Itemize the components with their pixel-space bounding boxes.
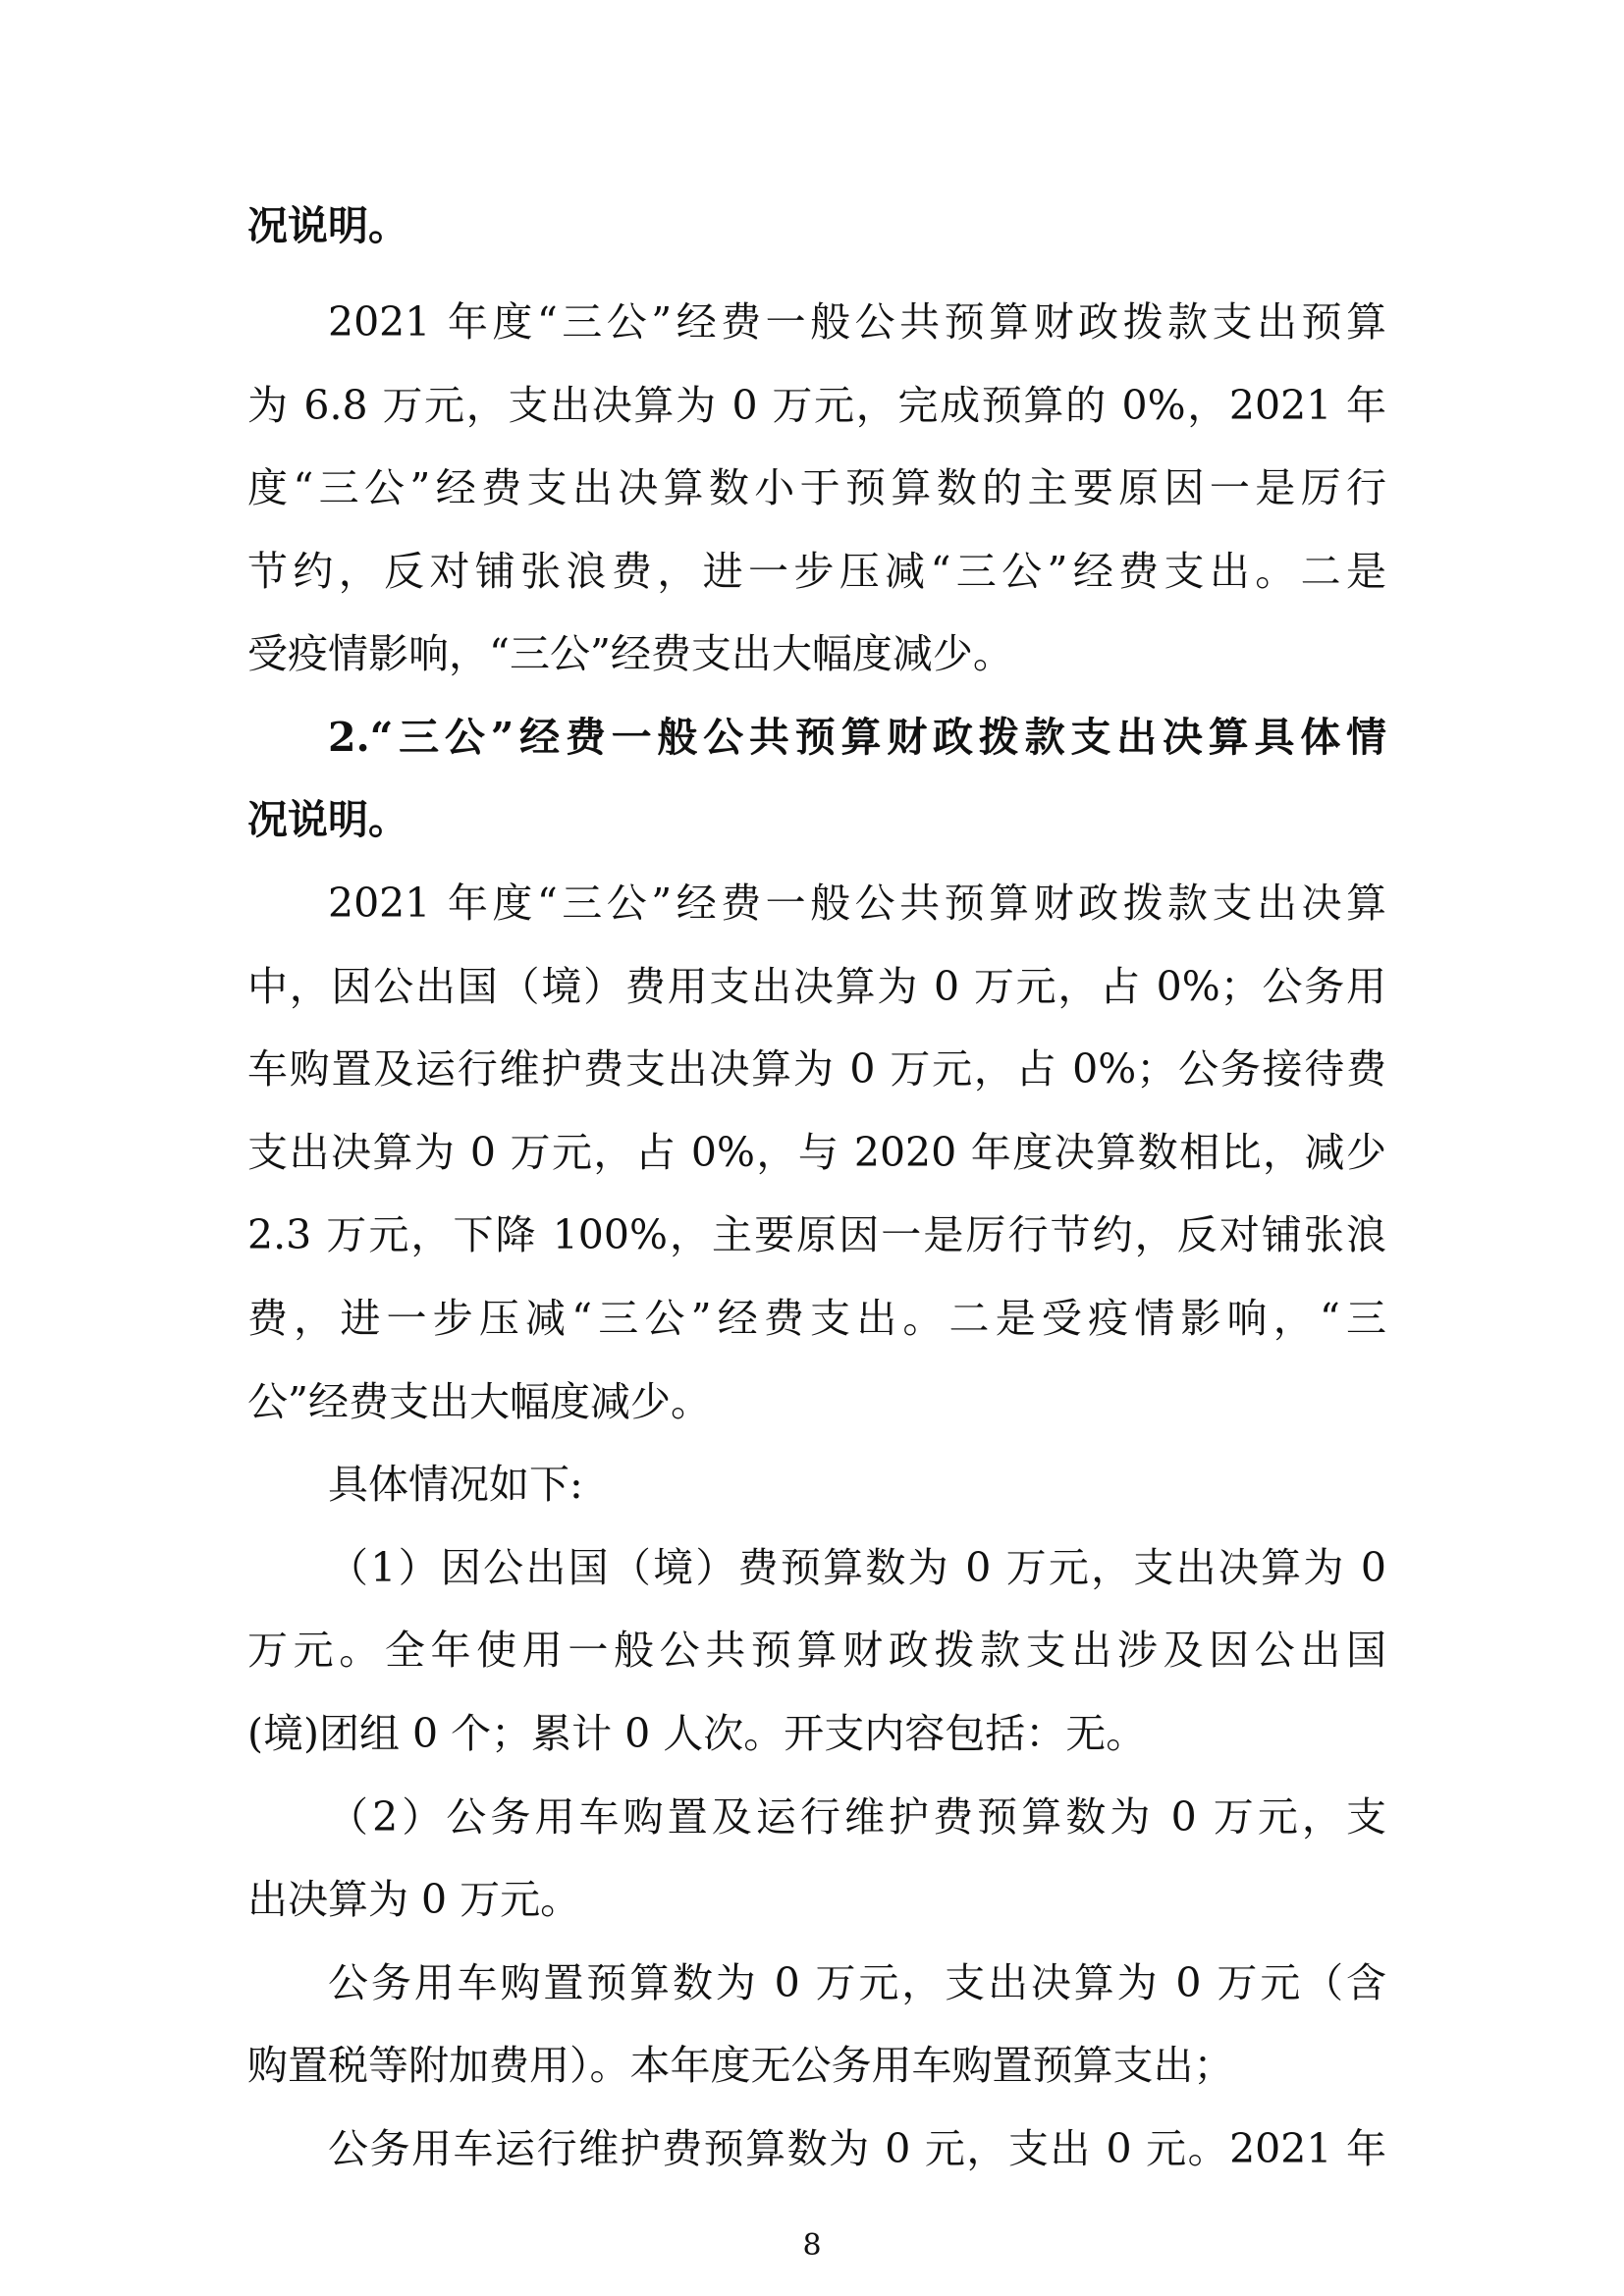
text-line-21: 出决算为 0 万元。 [247, 1876, 581, 1923]
text-line-12: 支出决算为 0 万元，占 0%，与 2020 年度决算数相比，减少 [247, 1129, 1386, 1176]
text-line-1: 况说明。 [247, 202, 408, 249]
text-line-22: 公务用车购置预算数为 0 万元，支出决算为 0 万元（含 [328, 1959, 1386, 2006]
text-line-9: 2021 年度“三公”经费一般公共预算财政拨款支出决算 [328, 880, 1386, 927]
text-line-23: 购置税等附加费用）。本年度无公务用车购置预算支出； [247, 2042, 1234, 2089]
text-line-15: 公”经费支出大幅度减少。 [247, 1378, 711, 1425]
text-line-20: （2）公务用车购置及运行维护费预算数为 0 万元，支 [328, 1793, 1386, 1841]
text-line-18: 万元。全年使用一般公共预算财政拨款支出涉及因公出国 [247, 1627, 1386, 1674]
text-line-14: 费，进一步压减“三公”经费支出。二是受疫情影响，“三 [247, 1295, 1386, 1342]
section-heading-2: 2.“三公”经费一般公共预算财政拨款支出决算具体情 [328, 714, 1386, 761]
text-line-6: 受疫情影响，“三公”经费支出大幅度减少。 [247, 630, 1013, 677]
text-line-16: 具体情况如下: [328, 1461, 583, 1508]
section-heading-2-cont: 况说明。 [247, 796, 408, 843]
text-line-17: （1）因公出国（境）费预算数为 0 万元，支出决算为 0 [328, 1544, 1386, 1591]
text-line-5: 节约，反对铺张浪费，进一步压减“三公”经费支出。二是 [247, 548, 1386, 595]
text-line-3: 为 6.8 万元，支出决算为 0 万元，完成预算的 0%，2021 年 [247, 382, 1386, 429]
text-line-10: 中，因公出国（境）费用支出决算为 0 万元，占 0%；公务用 [247, 963, 1386, 1010]
text-line-24: 公务用车运行维护费预算数为 0 元，支出 0 元。2021 年 [328, 2125, 1386, 2172]
text-line-4: 度“三公”经费支出决算数小于预算数的主要原因一是厉行 [247, 464, 1386, 511]
text-line-13: 2.3 万元，下降 100%，主要原因一是厉行节约，反对铺张浪 [247, 1211, 1386, 1258]
text-line-2: 2021 年度“三公”经费一般公共预算财政拨款支出预算 [328, 298, 1386, 346]
text-line-19: (境)团组 0 个；累计 0 人次。开支内容包括：无。 [247, 1710, 1147, 1757]
page-number: 8 [802, 2228, 822, 2263]
text-line-11: 车购置及运行维护费支出决算为 0 万元，占 0%；公务接待费 [247, 1045, 1386, 1093]
